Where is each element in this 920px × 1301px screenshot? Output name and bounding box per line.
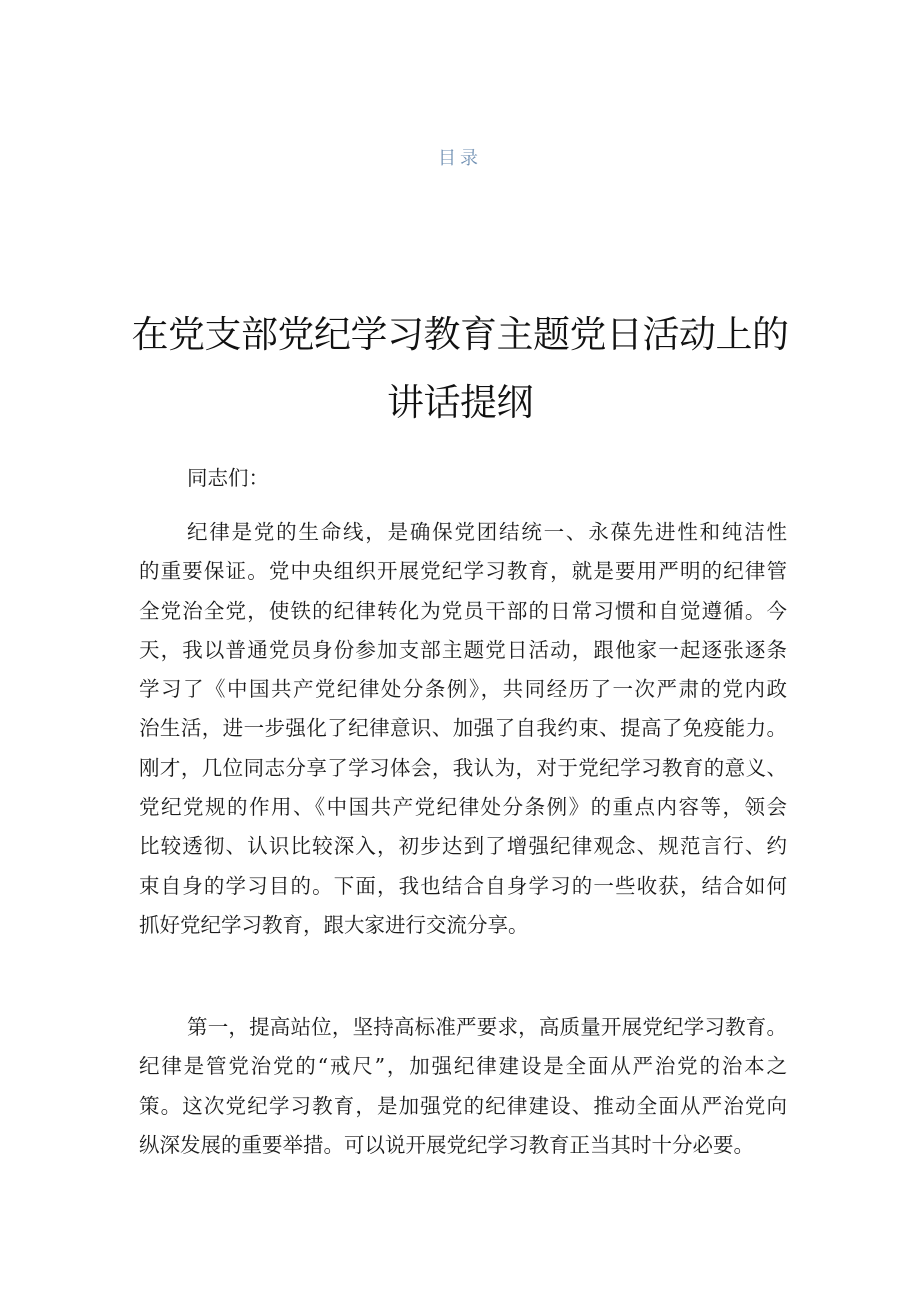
paragraph-line: 党纪党规的作用、《中国共产党纪律处分条例》的重点内容等，领会: [139, 795, 787, 820]
paragraph-1: [139, 513, 787, 945]
paragraph-line: 治生活，进一步强化了纪律意识、加强了自我约束、提高了免疫能力。: [139, 716, 787, 741]
paragraph-line: 纪律是管党治党的“戒尺”，加强纪律建设是全面从严治党的治本之: [139, 1054, 787, 1079]
paragraph-line: 策。这次党纪学习教育，是加强党的纪律建设、推动全面从严治党向: [139, 1093, 787, 1118]
paragraph-line: 全党治全党，使铁的纪律转化为党员干部的日常习惯和自觉遵循。今: [139, 598, 787, 623]
paragraph-line: 第一，提高站位，坚持高标准严要求，高质量开展党纪学习教育。: [187, 1015, 787, 1039]
paragraph-2: [139, 1008, 787, 1165]
salutation: 同志们：: [187, 466, 269, 490]
paragraph-line: 比较透彻、认识比较深入，初步达到了增强纪律观念、规范言行、约: [139, 834, 787, 859]
table-of-contents-link[interactable]: 目录: [438, 148, 482, 169]
document-title-line-2: 讲话提纲: [387, 381, 533, 424]
paragraph-line: 束自身的学习目的。下面，我也结合自身学习的一些收获，结合如何: [139, 873, 787, 898]
paragraph-line: 刚才，几位同志分享了学习体会，我认为，对于党纪学习教育的意义、: [139, 755, 787, 780]
document-title-line-1: 在党支部党纪学习教育主题党日活动上的: [131, 313, 789, 356]
paragraph-line: 抓好党纪学习教育，跟大家进行交流分享。: [139, 912, 529, 937]
paragraph-line: 纪律是党的生命线，是确保党团结统一、永葆先进性和纯洁性: [187, 520, 787, 544]
paragraph-line: 天，我以普通党员身份参加支部主题党日活动，跟他家一起逐张逐条: [139, 637, 787, 662]
paragraph-line: 纵深发展的重要举措。可以说开展党纪学习教育正当其时十分必要。: [139, 1132, 754, 1157]
paragraph-line: 学习了《中国共产党纪律处分条例》，共同经历了一次严肃的党内政: [139, 677, 787, 702]
paragraph-line: 的重要保证。党中央组织开展党纪学习教育，就是要用严明的纪律管: [139, 559, 787, 584]
